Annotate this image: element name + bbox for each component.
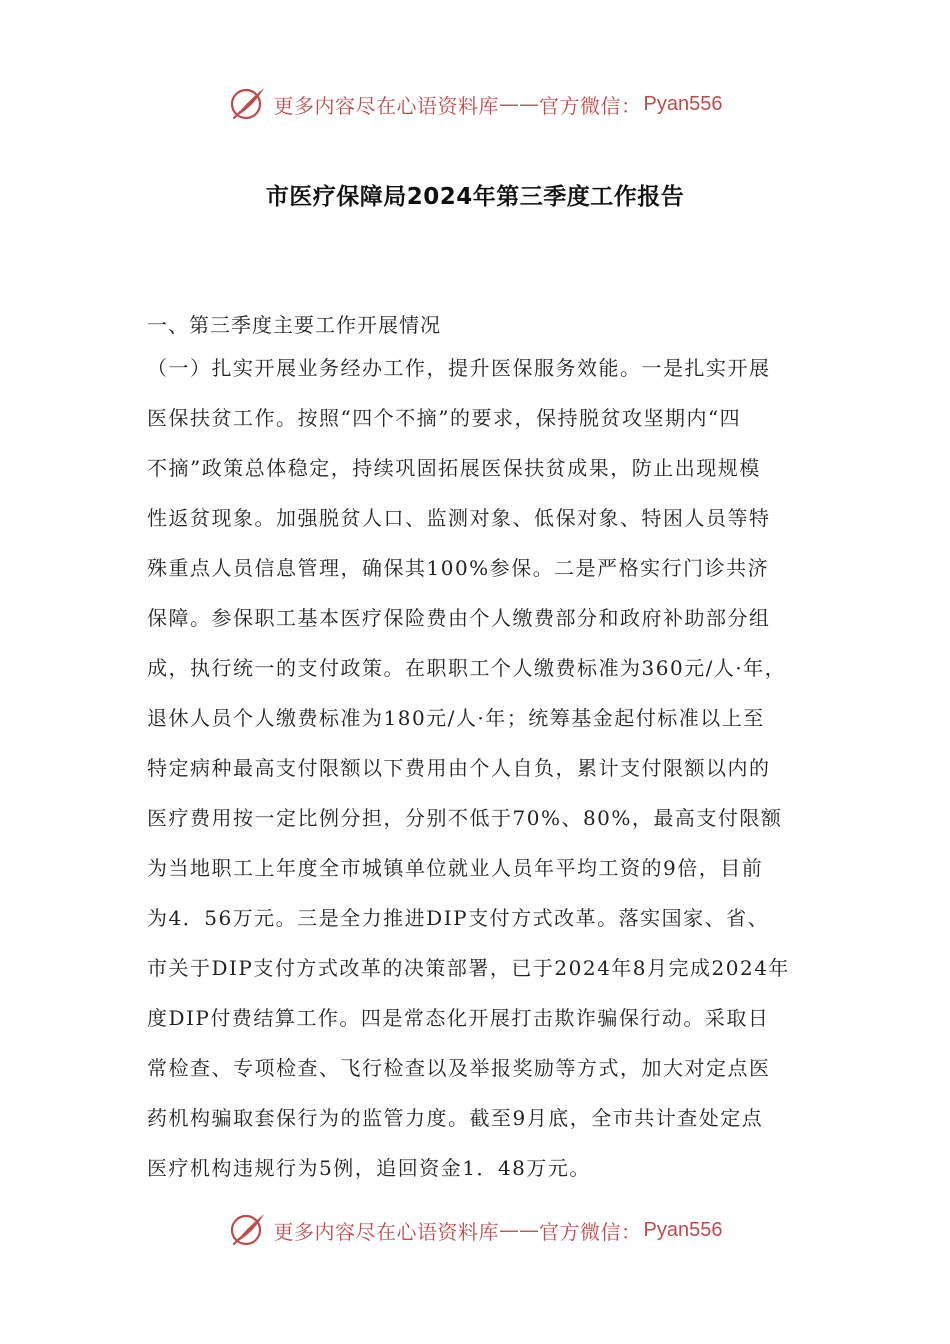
paragraph-line: 医疗机构违规行为5例，追回资金1．48万元。 (147, 1156, 591, 1180)
paragraph-line: 度DIP付费结算工作。四是常态化开展打击欺诈骗保行动。采取日 (147, 1006, 770, 1030)
body-paragraph (147, 343, 807, 1193)
paragraph-line: 特定病种最高支付限额以下费用由个人自负，累计支付限额以内的 (147, 756, 771, 780)
paragraph-line: 为当地职工上年度全市城镇单位就业人员年平均工资的9倍，目前 (147, 856, 764, 880)
document-title: 市医疗保障局2024年第三季度工作报告 (265, 184, 685, 210)
paragraph-line: 为4．56万元。三是全力推进DIP支付方式改革。落实国家、省、 (147, 906, 770, 930)
quill-logo-icon (228, 1210, 268, 1250)
paragraph-line: 性返贫现象。加强脱贫人口、监测对象、低保对象、特困人员等特 (147, 506, 771, 530)
paragraph-line: 保障。参保职工基本医疗保险费由个人缴费部分和政府补助部分组 (147, 606, 771, 630)
paragraph-line: 成，执行统一的支付政策。在职职工个人缴费标准为360元/人·年， (147, 656, 787, 680)
paragraph-line: 退休人员个人缴费标准为180元/人·年；统筹基金起付标准以上至 (147, 706, 765, 730)
watermark-text: 更多内容尽在心语资料库 (273, 1219, 500, 1244)
paragraph-line: 医保扶贫工作。按照“四个不摘”的要求，保持脱贫攻坚期内“四 (147, 406, 742, 430)
watermark-bottom (0, 1208, 950, 1252)
paragraph-line: 殊重点人员信息管理，确保其100%参保。二是严格实行门诊共济 (147, 556, 770, 580)
watermark-id: Pyan556 (643, 92, 723, 115)
paragraph-line: 医疗费用按一定比例分担，分别不低于70%、80%，最高支付限额 (147, 806, 783, 830)
quill-logo-icon (228, 84, 268, 124)
watermark-text: 更多内容尽在心语资料库 (273, 93, 500, 118)
section-heading: 一、第三季度主要工作开展情况 (147, 313, 441, 337)
watermark-top (0, 82, 950, 126)
paragraph-line: 不摘”政策总体稳定，持续巩固拓展医保扶贫成果，防止出现规模 (147, 456, 761, 480)
watermark-separator: —— (499, 92, 540, 116)
paragraph-line: 常检查、专项检查、飞行检查以及举报奖励等方式，加大对定点医 (147, 1056, 771, 1080)
watermark-separator: —— (499, 1218, 540, 1242)
watermark-id: Pyan556 (643, 1218, 723, 1241)
paragraph-line: （一）扎实开展业务经办工作，提升医保服务效能。一是扎实开展 (147, 356, 771, 380)
watermark-label: 官方微信： (539, 93, 642, 118)
watermark-label: 官方微信： (539, 1219, 642, 1244)
paragraph-line: 市关于DIP支付方式改革的决策部署，已于2024年8月完成2024年 (147, 956, 790, 980)
paragraph-line: 药机构骗取套保行为的监管力度。截至9月底，全市共计查处定点 (147, 1106, 764, 1130)
